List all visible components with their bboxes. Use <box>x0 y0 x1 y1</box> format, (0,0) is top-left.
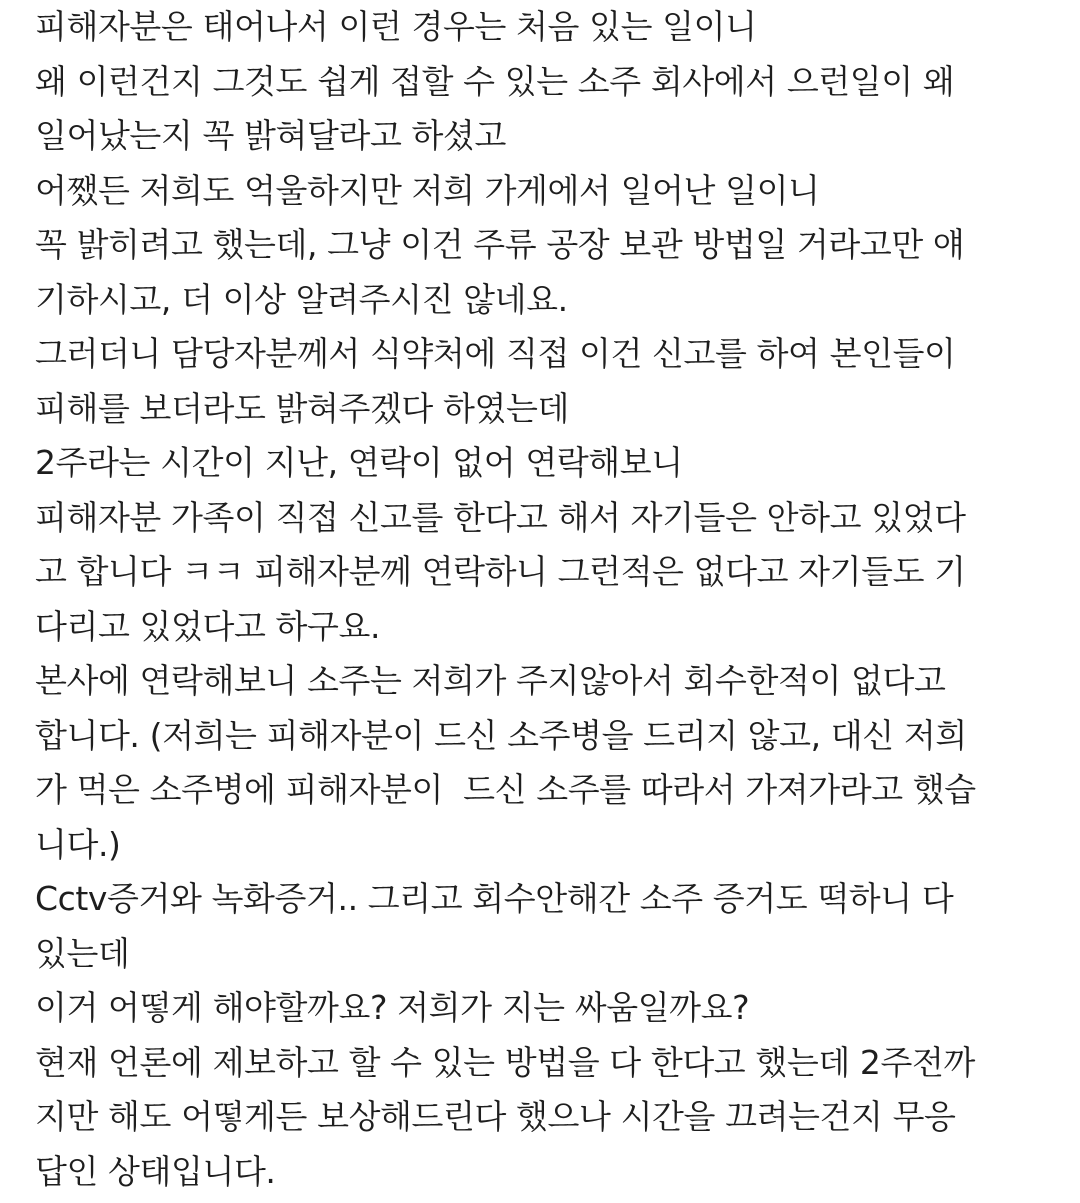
text-line: 왜 이런건지 그것도 쉽게 접할 수 있는 소주 회사에서 으런일이 왜 <box>35 59 1055 114</box>
text-line: 있는데 <box>35 931 1055 986</box>
text-line: 본사에 연락해보니 소주는 저희가 주지않아서 회수한적이 없다고 <box>35 658 1055 713</box>
text-line: 2주라는 시간이 지난, 연락이 없어 연락해보니 <box>35 440 1055 495</box>
text-line: 다리고 있었다고 하구요. <box>35 604 1055 659</box>
text-line: Cctv증거와 녹화증거.. 그리고 회수안해간 소주 증거도 떡하니 다 <box>35 876 1055 931</box>
text-line: 피해자분 가족이 직접 신고를 한다고 해서 자기들은 안하고 있었다 <box>35 495 1055 550</box>
text-line: 어쨌든 저희도 억울하지만 저희 가게에서 일어난 일이니 <box>35 168 1055 223</box>
text-line: 고 합니다 ㅋㅋ 피해자분께 연락하니 그런적은 없다고 자기들도 기 <box>35 549 1055 604</box>
text-line: 합니다. (저희는 피해자분이 드신 소주병을 드리지 않고, 대신 저희 <box>35 713 1055 768</box>
post-body-text <box>35 4 1055 1203</box>
text-line: 지만 해도 어떻게든 보상해드린다 했으나 시간을 끄려는건지 무응 <box>35 1094 1055 1149</box>
text-line: 그러더니 담당자분께서 식약처에 직접 이건 신고를 하여 본인들이 <box>35 331 1055 386</box>
text-line: 기하시고, 더 이상 알려주시진 않네요. <box>35 277 1055 332</box>
text-line: 가 먹은 소주병에 피해자분이 드신 소주를 따라서 가져가라고 했습 <box>35 767 1055 822</box>
text-line: 꼭 밝히려고 했는데, 그냥 이건 주류 공장 보관 방법일 거라고만 얘 <box>35 222 1055 277</box>
text-line: 피해를 보더라도 밝혀주겠다 하였는데 <box>35 386 1055 441</box>
text-line: 일어났는지 꼭 밝혀달라고 하셨고 <box>35 113 1055 168</box>
text-line: 현재 언론에 제보하고 할 수 있는 방법을 다 한다고 했는데 2주전까 <box>35 1040 1055 1095</box>
text-line: 답인 상태입니다. <box>35 1149 1055 1203</box>
text-line: 니다.) <box>35 822 1055 877</box>
text-line: 이거 어떻게 해야할까요? 저희가 지는 싸움일까요? <box>35 985 1055 1040</box>
text-line: 피해자분은 태어나서 이런 경우는 처음 있는 일이니 <box>35 4 1055 59</box>
